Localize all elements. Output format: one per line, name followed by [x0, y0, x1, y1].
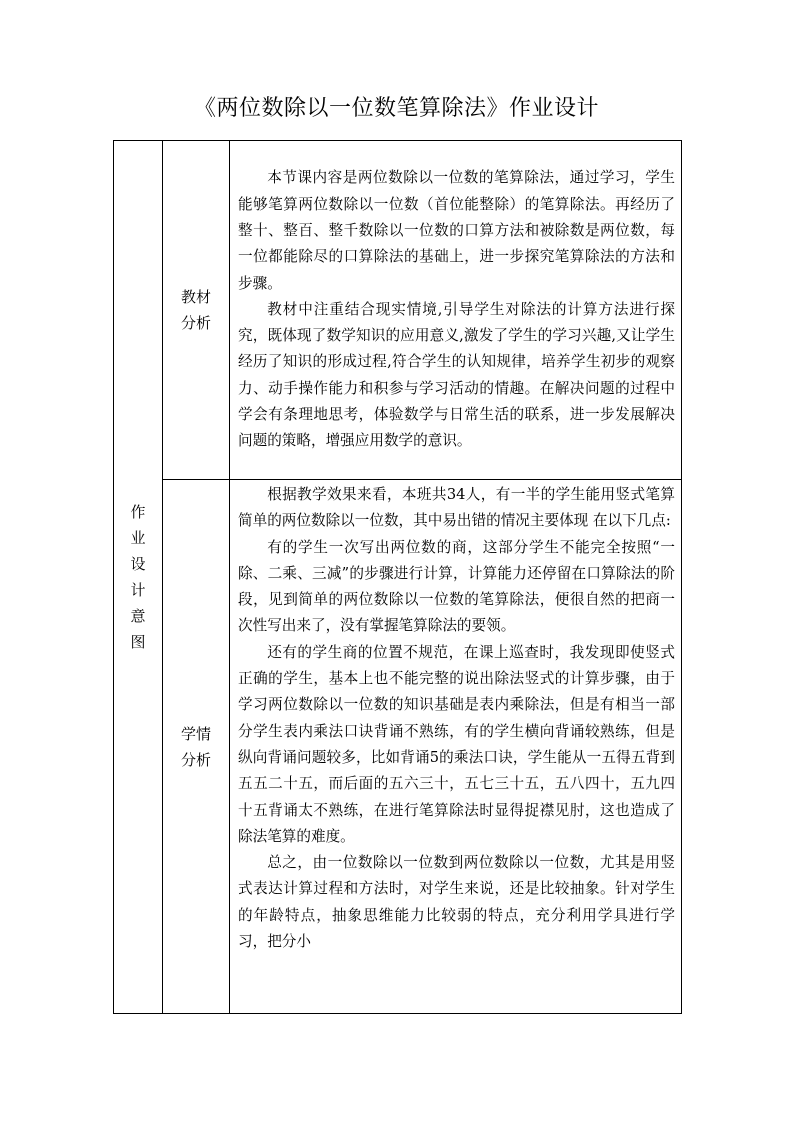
paragraph: 总之，由一位数除以一位数到两位数除以一位数，尤其是用竖式表达计算过程和方法时，对学生来说，还是比较抽象。针对学生的年龄特点，抽象思维能力比较弱的特点，充分利用学具进行学习，把分小	[238, 854, 675, 951]
row-label-cell	[163, 480, 230, 1014]
paragraph: 教材中注重结合现实情境,引导学生对除法的计算方法进行探究，既体现了数学知识的应用意义,激发了学生的学习兴趣,又让学生经历了知识的形成过程,符合学生的认知规律，培养学生初步的观察力、动手操作能力和积参与学习活动的情趣。在解决问题的过程中学会有条理地思考，体验数学与日常生活的联系，进一步发展解决问题的策略，增强应用数学的意识。	[238, 300, 675, 450]
row-label-student-analysis: 学情分析	[180, 724, 211, 769]
paragraph: 有的学生一次写出两位数的商，这部分学生不能完全按照“一除、二乘、三减”的步骤进行计算，计算能力还停留在口算除法的阶段，见到简单的两位数除以一位数的笔算除法，便很自然的把商一次性写出来了，没有掌握笔算除法的要领。	[238, 538, 675, 635]
document-title: 《两位数除以一位数笔算除法》作业设计	[193, 96, 599, 121]
row-label-cell	[163, 141, 230, 480]
row-content-cell	[230, 480, 682, 1014]
row-content-cell	[230, 141, 682, 480]
paragraph: 本节课内容是两位数除以一位数的笔算除法，通过学习，学生能够笔算两位数除以一位数（首位能整除）的笔算除法。再经历了整十、整百、整千数除以一位数的口算方法和被除数是两位数，每一位都能除尽的口算除法的基础上，进一步探究笔算除法的方法和步骤。	[238, 169, 675, 292]
section-label: 作业设计意图	[130, 503, 146, 651]
section-label-cell	[114, 141, 163, 1014]
table-row	[114, 141, 682, 480]
paragraph: 还有的学生商的位置不规范，在课上巡查时，我发现即使竖式正确的学生，基本上也不能完整的说出除法竖式的计算步骤，由于学习两位数除以一位数的知识基础是表内乘除法，但是有相当一部分学生表内乘法口诀背诵不熟练，有的学生横向背诵较熟练，但是纵向背诵问题较多，比如背诵5的乘法口诀，学生能从一五得五背到五五二十五，而后面的五六三十，五七三十五，五八四十，五九四十五背诵太不熟练，在进行笔算除法时显得捉襟见肘，这也造成了除法笔算的难度。	[238, 643, 675, 845]
row-label-textbook-analysis: 教材分析	[180, 288, 211, 332]
paragraph: 根据教学效果来看，本班共34人，有一半的学生能用竖式笔算简单的两位数除以一位数，其中易出错的情况主要体现 在以下几点:	[238, 486, 675, 530]
design-table	[113, 140, 682, 1014]
table-row	[114, 480, 682, 1014]
